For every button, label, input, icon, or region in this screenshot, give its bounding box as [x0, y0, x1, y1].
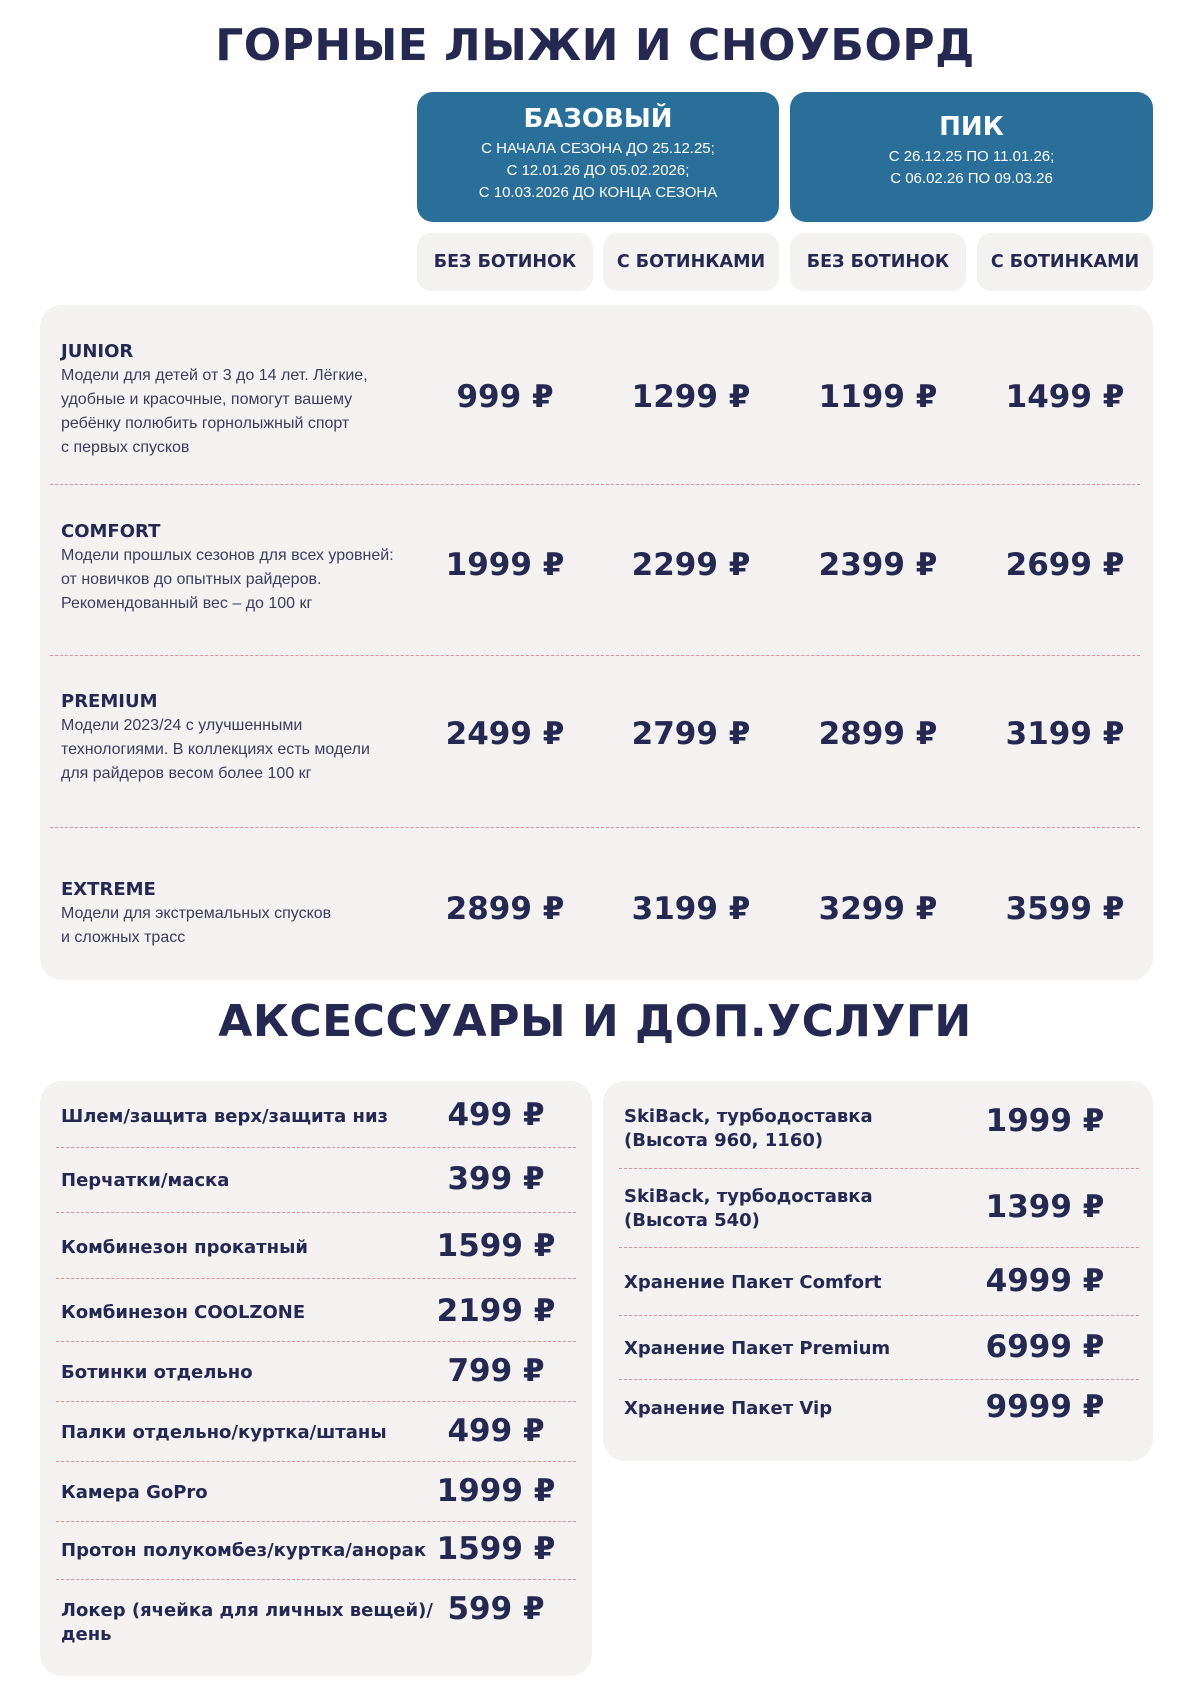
price-cell: 2299 ₽ — [631, 547, 751, 583]
accessories-list-right — [603, 1081, 1153, 1461]
accessory-price: 499 ₽ — [447, 1097, 545, 1133]
column-header-base-with-boots: С БОТИНКАМИ — [603, 233, 779, 291]
tier-description-line: от новичков до опытных райдеров. — [61, 571, 322, 588]
column-header-peak-no-boots: БЕЗ БОТИНОК — [790, 233, 966, 291]
accessory-name-line: Ботинки отдельно — [61, 1362, 253, 1383]
price-cell: 3599 ₽ — [1005, 891, 1125, 927]
accessory-name — [624, 1105, 873, 1153]
accessory-name — [624, 1397, 832, 1421]
accessory-name-line: SkiBack, турбодоставка — [624, 1106, 873, 1127]
row-divider — [619, 1168, 1139, 1169]
page-title: ГОРНЫЕ ЛЫЖИ И СНОУБОРД — [215, 20, 975, 71]
accessory-price: 499 ₽ — [447, 1413, 545, 1449]
accessory-name-line: (Высота 960, 1160) — [624, 1130, 824, 1151]
season-dates — [790, 146, 1153, 190]
tier-description — [61, 902, 421, 950]
tier-label-premium — [61, 691, 421, 786]
tier-description — [61, 714, 421, 786]
row-divider — [56, 1401, 576, 1402]
accessory-name — [624, 1271, 881, 1295]
accessory-name — [61, 1481, 208, 1505]
accessory-name — [624, 1185, 873, 1233]
tier-label-extreme — [61, 879, 421, 950]
tier-description-line: Рекомендованный вес – до 100 кг — [61, 595, 313, 612]
season-name: ПИК — [939, 112, 1004, 142]
accessory-price: 9999 ₽ — [985, 1389, 1105, 1425]
season-name: БАЗОВЫЙ — [523, 104, 673, 134]
row-divider — [619, 1247, 1139, 1248]
tier-label-junior — [61, 341, 421, 460]
accessory-price: 399 ₽ — [447, 1161, 545, 1197]
accessory-name-line: Комбинезон COOLZONE — [61, 1302, 306, 1323]
row-divider — [56, 1521, 576, 1522]
column-header-base-no-boots: БЕЗ БОТИНОК — [417, 233, 593, 291]
accessory-name — [61, 1169, 229, 1193]
accessory-price: 599 ₽ — [447, 1591, 545, 1627]
price-cell: 2899 ₽ — [818, 716, 938, 752]
row-divider — [56, 1461, 576, 1462]
accessory-name-line: Протон полукомбез/куртка/анорак — [61, 1540, 427, 1561]
tier-description-line: удобные и красочные, помогут вашему — [61, 391, 353, 408]
price-table — [40, 305, 1153, 980]
season-date-line: С 10.03.2026 ДО КОНЦА СЕЗОНА — [478, 184, 718, 201]
accessory-name-line: Комбинезон прокатный — [61, 1237, 308, 1258]
price-cell: 2499 ₽ — [445, 716, 565, 752]
row-divider — [56, 1147, 576, 1148]
tier-description-line: Модели прошлых сезонов для всех уровней: — [61, 547, 394, 564]
tier-description-line: Модели 2023/24 с улучшенными — [61, 717, 303, 734]
price-cell: 1199 ₽ — [818, 379, 938, 415]
tier-description-line: с первых спусков — [61, 439, 190, 456]
accessories-title: АКСЕССУАРЫ И ДОП.УСЛУГИ — [218, 996, 972, 1047]
accessory-price: 2199 ₽ — [436, 1293, 556, 1329]
accessory-name-line: Камера GoPro — [61, 1482, 208, 1503]
accessory-name-line: Перчатки/маска — [61, 1170, 230, 1191]
price-cell: 2799 ₽ — [631, 716, 751, 752]
season-dates — [417, 138, 779, 204]
accessory-price: 1599 ₽ — [436, 1228, 556, 1264]
accessory-name — [61, 1361, 253, 1385]
season-date-line: С НАЧАЛА СЕЗОНА ДО 25.12.25; — [481, 140, 715, 157]
row-divider — [50, 827, 1140, 828]
season-header-peak — [790, 92, 1153, 222]
accessory-name-line: SkiBack, турбодоставка — [624, 1186, 873, 1207]
accessory-name-line: Хранение Пакет Comfort — [624, 1272, 882, 1293]
accessory-price: 799 ₽ — [447, 1353, 545, 1389]
tier-label-comfort — [61, 521, 421, 616]
price-cell: 3199 ₽ — [631, 891, 751, 927]
accessory-name-line: (Высота 540) — [624, 1210, 760, 1231]
row-divider — [56, 1341, 576, 1342]
tier-description — [61, 364, 421, 460]
accessory-name-line: Палки отдельно/куртка/штаны — [61, 1422, 387, 1443]
accessory-name — [61, 1599, 433, 1647]
price-cell: 3199 ₽ — [1005, 716, 1125, 752]
price-cell: 2899 ₽ — [445, 891, 565, 927]
tier-description-line: для райдеров весом более 100 кг — [61, 765, 312, 782]
accessory-price: 1999 ₽ — [985, 1103, 1105, 1139]
row-divider — [50, 484, 1140, 485]
accessory-name-line: Хранение Пакет Premium — [624, 1338, 891, 1359]
accessory-price: 6999 ₽ — [985, 1329, 1105, 1365]
accessory-name — [624, 1337, 890, 1361]
accessory-price: 1999 ₽ — [436, 1473, 556, 1509]
accessory-name-line: Шлем/защита верх/защита низ — [61, 1106, 389, 1127]
tier-description-line: ребёнку полюбить горнолыжный спорт — [61, 415, 350, 432]
row-divider — [50, 655, 1140, 656]
row-divider — [56, 1579, 576, 1580]
tier-description-line: и сложных трасс — [61, 929, 186, 946]
price-cell: 1499 ₽ — [1005, 379, 1125, 415]
price-cell: 1299 ₽ — [631, 379, 751, 415]
tier-description-line: Модели для экстремальных спусков — [61, 905, 332, 922]
accessories-list-left — [40, 1081, 592, 1676]
column-header-peak-with-boots: С БОТИНКАМИ — [977, 233, 1153, 291]
tier-name: COMFORT — [61, 521, 161, 542]
accessory-price: 1399 ₽ — [985, 1189, 1105, 1225]
accessory-name-line: день — [61, 1624, 112, 1645]
accessory-price: 4999 ₽ — [985, 1263, 1105, 1299]
price-cell: 999 ₽ — [456, 379, 554, 415]
price-cell: 3299 ₽ — [818, 891, 938, 927]
accessory-name — [61, 1539, 426, 1563]
accessory-name-line: Локер (ячейка для личных вещей)/ — [61, 1600, 433, 1621]
tier-description-line: Модели для детей от 3 до 14 лет. Лёгкие, — [61, 367, 368, 384]
price-cell: 1999 ₽ — [445, 547, 565, 583]
accessory-price: 1599 ₽ — [436, 1531, 556, 1567]
season-header-base — [417, 92, 779, 222]
tier-name: JUNIOR — [61, 341, 134, 362]
row-divider — [619, 1379, 1139, 1380]
tier-name: EXTREME — [61, 879, 156, 900]
row-divider — [619, 1315, 1139, 1316]
tier-description — [61, 544, 421, 616]
season-date-line: С 26.12.25 ПО 11.01.26; — [888, 148, 1055, 165]
tier-description-line: технологиями. В коллекциях есть модели — [61, 741, 370, 758]
price-cell: 2699 ₽ — [1005, 547, 1125, 583]
accessory-name — [61, 1301, 305, 1325]
tier-name: PREMIUM — [61, 691, 158, 712]
accessory-name — [61, 1421, 387, 1445]
season-date-line: С 06.02.26 ПО 09.03.26 — [890, 170, 1053, 187]
price-cell: 2399 ₽ — [818, 547, 938, 583]
accessory-name-line: Хранение Пакет Vip — [624, 1398, 833, 1419]
season-date-line: С 12.01.26 ДО 05.02.2026; — [506, 162, 690, 179]
row-divider — [56, 1212, 576, 1213]
accessory-name — [61, 1236, 308, 1260]
row-divider — [56, 1278, 576, 1279]
accessory-name — [61, 1105, 388, 1129]
